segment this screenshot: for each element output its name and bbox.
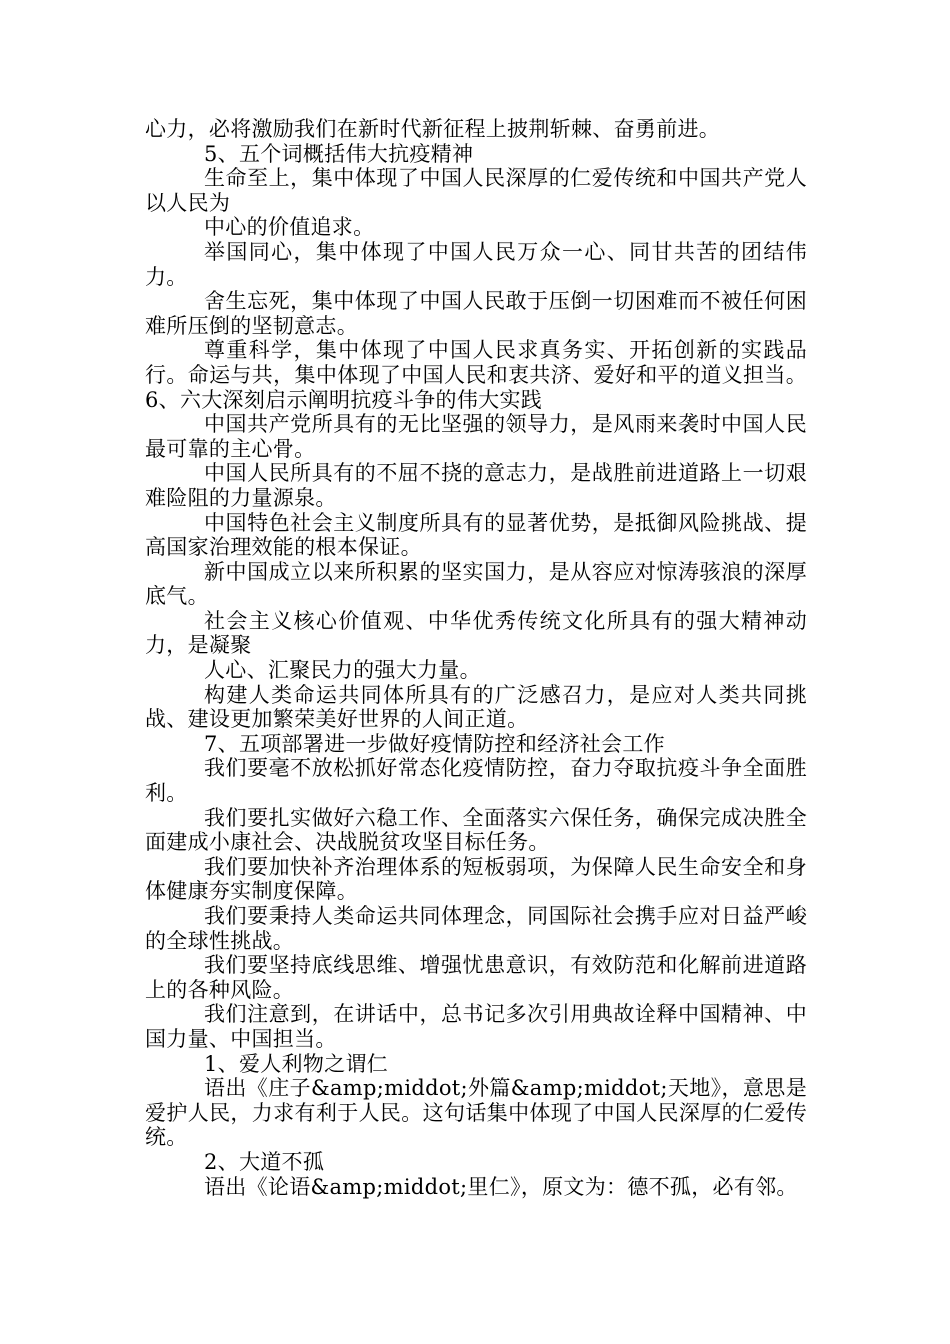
paragraph: 我们要秉持人类命运共同体理念，同国际社会携手应对日益严峻的全球性挑战。 — [145, 904, 807, 953]
paragraph: 我们要加快补齐治理体系的短板弱项，为保障人民生命安全和身体健康夯实制度保障。 — [145, 854, 807, 904]
paragraph: 新中国成立以来所积累的坚实国力，是从容应对惊涛骇浪的深厚底气。 — [145, 559, 807, 609]
paragraph: 尊重科学，集中体现了中国人民求真务实、开拓创新的实践品行。命运与共，集中体现了中国人民和衷共济、爱好和平的道义担当。6、六大深刻启示阐明抗疫斗争的伟大实践 — [145, 338, 807, 412]
paragraph: 舍生忘死，集中体现了中国人民敢于压倒一切困难而不被任何困难所压倒的坚韧意志。 — [145, 289, 807, 338]
paragraph: 语出《庄子&amp;middot;外篇&amp;middot;天地》，意思是爱护人民，力求有利于人民。这句话集中体现了中国人民深厚的仁爱传统。 — [145, 1076, 807, 1150]
paragraph: 我们注意到，在讲话中，总书记多次引用典故诠释中国精神、中国力量、中国担当。 — [145, 1002, 807, 1051]
paragraph: 中国人民所具有的不屈不挠的意志力，是战胜前进道路上一切艰难险阻的力量源泉。 — [145, 461, 807, 510]
document-body — [145, 117, 807, 1199]
paragraph: 中心的价值追求。 — [204, 215, 375, 240]
paragraph: 中国共产党所具有的无比坚强的领导力，是风雨来袭时中国人民最可靠的主心骨。 — [145, 412, 807, 461]
section-heading-allusion-1: 1、爱人利物之谓仁 — [204, 1051, 389, 1076]
paragraph: 构建人类命运共同体所具有的广泛感召力，是应对人类共同挑战、建设更加繁荣美好世界的人间正道。 — [145, 682, 807, 732]
paragraph: 我们要扎实做好六稳工作、全面落实六保任务，确保完成决胜全面建成小康社会、决战脱贫攻坚目标任务。 — [145, 805, 807, 855]
section-heading-five-deployments: 7、五项部署进一步做好疫情防控和经济社会工作 — [204, 731, 665, 756]
paragraph: 人心、汇聚民力的强大力量。 — [204, 658, 481, 683]
paragraph: 生命至上，集中体现了中国人民深厚的仁爱传统和中国共产党人以人民为 — [145, 166, 807, 215]
paragraph: 中国特色社会主义制度所具有的显著优势，是抵御风险挑战、提高国家治理效能的根本保证。 — [145, 510, 807, 560]
paragraph: 我们要毫不放松抓好常态化疫情防控，奋力夺取抗疫斗争全面胜利。 — [145, 756, 807, 806]
section-heading-five-words: 5、五个词概括伟大抗疫精神 — [204, 141, 474, 166]
section-heading-allusion-2: 2、大道不孤 — [204, 1149, 325, 1174]
paragraph: 社会主义核心价值观、中华优秀传统文化所具有的强大精神动力，是凝聚 — [145, 608, 807, 658]
paragraph: 心力，必将激励我们在新时代新征程上披荆斩棘、奋勇前进。 — [145, 117, 721, 141]
paragraph: 举国同心，集中体现了中国人民万众一心、同甘共苦的团结伟力。 — [145, 239, 807, 289]
paragraph: 语出《论语&amp;middot;里仁》，原文为：德不孤，必有邻。 — [204, 1174, 798, 1199]
paragraph: 我们要坚持底线思维、增强忧患意识，有效防范和化解前进道路上的各种风险。 — [145, 953, 807, 1002]
